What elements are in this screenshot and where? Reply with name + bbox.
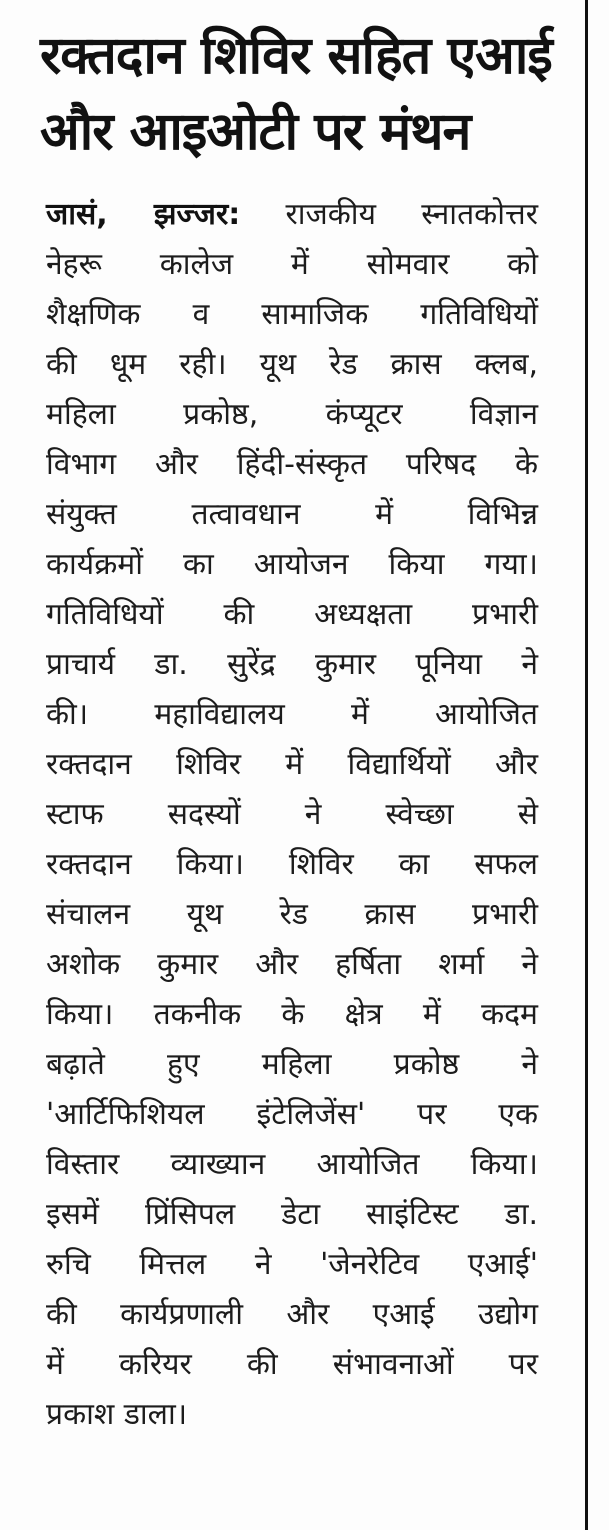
article-line: प्राचार्य डा. सुरेंद्र कुमार पूनिया ने [46, 647, 538, 682]
article-line: की। महाविद्यालय में आयोजित [46, 697, 538, 732]
article-line: रक्तदान शिविर में विद्यार्थियों और [46, 747, 538, 782]
article-line: प्रकाश डाला। [46, 1397, 188, 1432]
article-line: रक्तदान किया। शिविर का सफल [46, 847, 538, 882]
article-line: की कार्यप्रणाली और एआई उद्योग [46, 1297, 538, 1332]
article-line: गतिविधियों की अध्यक्षता प्रभारी [46, 597, 538, 632]
article-line: विभाग और हिंदी-संस्कृत परिषद के [46, 447, 538, 482]
article-line: किया। तकनीक के क्षेत्र में कदम [46, 997, 538, 1032]
article-line: स्टाफ सदस्यों ने स्वेच्छा से [46, 797, 538, 832]
headline-line-2: और आइओटी पर मंथन [40, 102, 471, 162]
headline-line-1: रक्तदान शिविर सहित एआई [40, 26, 552, 86]
column-rule [585, 0, 588, 1530]
dateline: जासं, झज्जर: [46, 197, 241, 232]
article-line: संयुक्त तत्वावधान में विभिन्न [46, 497, 538, 532]
article-line: में करियर की संभावनाओं पर [46, 1347, 538, 1382]
article-line: शैक्षणिक व सामाजिक गतिविधियों [46, 297, 538, 332]
article-body [46, 190, 538, 1440]
article-line: महिला प्रकोष्ठ, कंप्यूटर विज्ञान [46, 397, 538, 432]
article-line: रुचि मित्तल ने 'जेनरेटिव एआई' [46, 1247, 538, 1282]
article-line: की धूम रही। यूथ रेड क्रास क्लब, [46, 347, 538, 382]
headline [40, 18, 560, 170]
article-line: संचालन यूथ रेड क्रास प्रभारी [46, 897, 538, 932]
article-line: नेहरू कालेज में सोमवार को [46, 247, 538, 282]
article-line-text: राजकीय स्नातकोत्तर [285, 197, 538, 232]
article-line: विस्तार व्याख्यान आयोजित किया। [46, 1147, 538, 1182]
article-line: बढ़ाते हुए महिला प्रकोष्ठ ने [46, 1047, 538, 1082]
article-line: 'आर्टिफिशियल इंटेलिजेंस' पर एक [46, 1097, 538, 1132]
article-line: अशोक कुमार और हर्षिता शर्मा ने [46, 947, 538, 982]
article-line [46, 190, 538, 240]
article-line: कार्यक्रमों का आयोजन किया गया। [46, 547, 538, 582]
article-line: इसमें प्रिंसिपल डेटा साइंटिस्ट डा. [46, 1197, 538, 1232]
